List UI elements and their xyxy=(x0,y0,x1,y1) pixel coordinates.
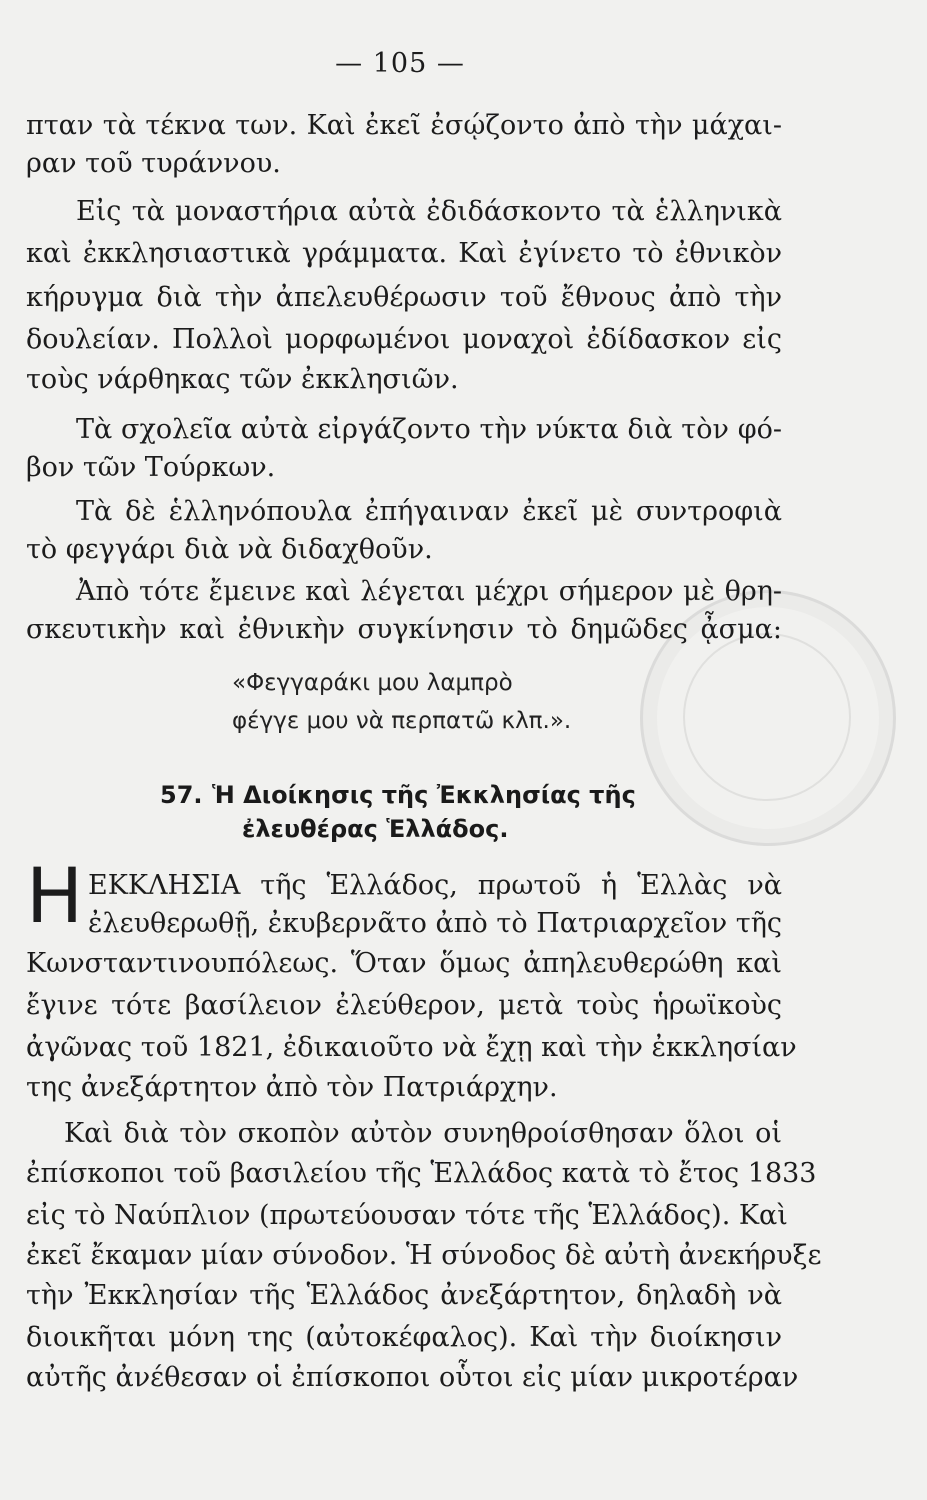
section-title-line-2: ἐλευθέρας Ἑλλάδος. xyxy=(242,815,509,843)
text-line: Τὰ σχολεῖα αὐτὰ εἰργάζοντο τὴν νύκτα διὰ τὸν φό- xyxy=(76,414,782,445)
drop-cap: Η xyxy=(26,851,84,940)
text-line: Εἰς τὰ μοναστήρια αὐτὰ ἐδιδάσκοντο τὰ ἑλληνικὰ xyxy=(76,196,782,227)
text-line: τὴν Ἐκκλησίαν τῆς Ἑλλάδος ἀνεξάρτητον, δηλαδὴ νὰ xyxy=(26,1280,782,1311)
text-line: ἐλευθερωθῇ, ἐκυβερνᾶτο ἀπὸ τὸ Πατριαρχεῖον τῆς xyxy=(88,908,782,939)
text-line: ἐπίσκοποι τοῦ βασιλείου τῆς Ἑλλάδος κατὰ τὸ ἔτος 1833 xyxy=(26,1158,817,1189)
text-line: Κωνσταντινουπόλεως. Ὅταν ὅμως ἀπηλευθερώθη καὶ xyxy=(26,948,782,979)
library-stamp-inner-ring xyxy=(683,633,851,801)
text-line: διοικῆται μόνη της (αὐτοκέφαλος). Καὶ τὴν διοίκησιν xyxy=(26,1322,782,1353)
verse-line: φέγγε μου νὰ περπατῶ κλπ.». xyxy=(232,708,572,734)
text-line: ΕΚΚΛΗΣΙΑ τῆς Ἑλλάδος, πρωτοῦ ἡ Ἑλλὰς νὰ xyxy=(88,870,782,901)
text-line: τὸ φεγγάρι διὰ νὰ διδαχθοῦν. xyxy=(26,534,433,565)
text-line: Καὶ διὰ τὸν σκοπὸν αὐτὸν συνηθροίσθησαν ὅλοι οἱ xyxy=(64,1118,782,1149)
text-line: Τὰ δὲ ἑλληνόπουλα ἐπήγαιναν ἐκεῖ μὲ συντροφιὰ xyxy=(76,496,782,527)
verse-line: «Φεγγαράκι μου λαμπρὸ xyxy=(232,670,513,696)
text-line: βον τῶν Τούρκων. xyxy=(26,452,276,483)
section-number: 57. xyxy=(160,781,203,809)
text-line: ἀγῶνας τοῦ 1821, ἐδικαιοῦτο νὰ ἔχῃ καὶ τὴν ἐκκλησίαν xyxy=(26,1032,797,1063)
text-line: ραν τοῦ τυράννου. xyxy=(26,148,281,179)
text-line: της ἀνεξάρτητον ἀπὸ τὸν Πατριάρχην. xyxy=(26,1072,558,1103)
text-line: Ἀπὸ τότε ἔμεινε καὶ λέγεται μέχρι σήμερον μὲ θρη- xyxy=(76,576,782,607)
section-title-line-1: Ἡ Διοίκησις τῆς Ἐκκλησίας τῆς xyxy=(212,781,636,809)
text-line: ἐκεῖ ἔκαμαν μίαν σύνοδον. Ἡ σύνοδος δὲ αὐτὴ ἀνεκήρυξε xyxy=(26,1240,822,1271)
text-line: τοὺς νάρθηκας τῶν ἐκκλησιῶν. xyxy=(26,364,459,395)
text-line: καὶ ἐκκλησιαστικὰ γράμματα. Καὶ ἐγίνετο τὸ ἐθνικὸν xyxy=(26,238,782,269)
text-line: εἰς τὸ Ναύπλιον (πρωτεύουσαν τότε τῆς Ἑλλάδος). Καὶ xyxy=(26,1200,788,1231)
text-line: πταν τὰ τέκνα των. Καὶ ἐκεῖ ἐσῴζοντο ἀπὸ τὴν μάχαι- xyxy=(26,110,782,141)
page-number: — 105 — xyxy=(335,48,465,79)
text-line: αὐτῆς ἀνέθεσαν οἱ ἐπίσκοποι οὗτοι εἰς μίαν μικροτέραν xyxy=(26,1362,799,1393)
text-line: σκευτικὴν καὶ ἐθνικὴν συγκίνησιν τὸ δημῶδες ᾆσμα: xyxy=(26,614,782,645)
text-line: κήρυγμα διὰ τὴν ἀπελευθέρωσιν τοῦ ἔθνους ἀπὸ τὴν xyxy=(26,282,782,313)
text-line: ἔγινε τότε βασίλειον ἐλεύθερον, μετὰ τοὺς ἡρωϊκοὺς xyxy=(26,990,782,1021)
text-line: δουλείαν. Πολλοὶ μορφωμένοι μοναχοὶ ἐδίδασκον εἰς xyxy=(26,324,782,355)
